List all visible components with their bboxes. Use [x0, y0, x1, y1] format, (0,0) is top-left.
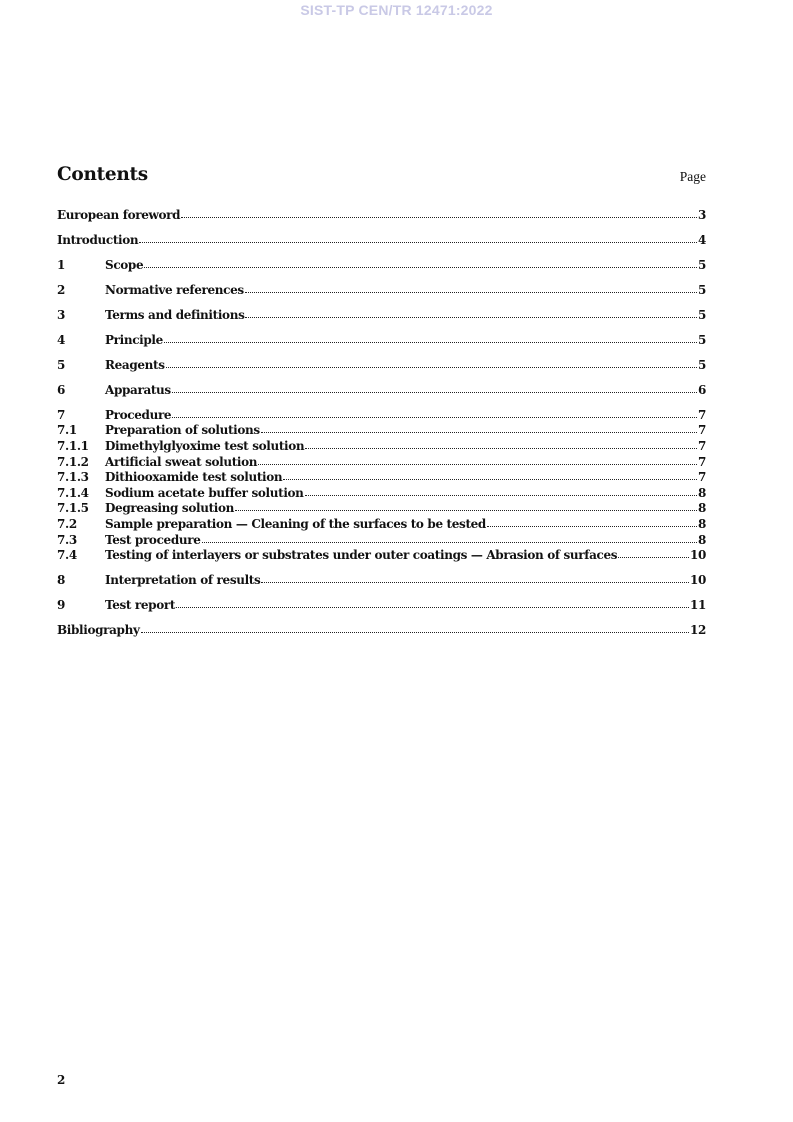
- toc-entry-number: 7.1.1: [57, 439, 89, 454]
- toc-entry-title[interactable]: Terms and definitions: [105, 307, 245, 322]
- toc-dot-leader: [258, 463, 697, 465]
- toc-entry-title[interactable]: Artificial sweat solution: [105, 454, 258, 469]
- toc-dot-leader: [144, 266, 697, 268]
- toc-dot-leader: [172, 416, 697, 418]
- table-of-contents: [57, 208, 706, 639]
- toc-dot-leader: [166, 366, 697, 368]
- toc-entry-title[interactable]: Procedure: [105, 407, 172, 422]
- toc-entry-title[interactable]: Introduction: [57, 232, 139, 247]
- toc-entry-page: 11: [690, 598, 706, 613]
- toc-entry-number: 2: [57, 282, 65, 297]
- toc-dot-leader: [261, 431, 697, 433]
- toc-entry-page: 12: [690, 623, 706, 638]
- toc-entry-page: 3: [698, 208, 706, 222]
- toc-entry[interactable]: [57, 408, 706, 424]
- toc-entry-title[interactable]: Interpretation of results: [105, 573, 261, 588]
- toc-entry-page: 7: [698, 439, 706, 454]
- toc-dot-leader: [283, 478, 697, 480]
- toc-entry[interactable]: [57, 358, 706, 374]
- toc-entry-title[interactable]: Dithiooxamide test solution: [105, 470, 283, 485]
- toc-dot-leader: [618, 556, 689, 558]
- toc-entry[interactable]: [57, 623, 706, 639]
- toc-entry[interactable]: [57, 439, 706, 455]
- toc-entry-page: 5: [698, 282, 706, 297]
- toc-dot-leader: [172, 391, 697, 393]
- toc-entry-number: 8: [57, 573, 65, 588]
- toc-entry-title[interactable]: Sodium acetate buffer solution: [105, 485, 304, 500]
- toc-entry[interactable]: [57, 333, 706, 349]
- toc-dot-leader: [141, 631, 689, 633]
- toc-entry[interactable]: [57, 548, 706, 564]
- toc-entry-title[interactable]: Test procedure: [105, 532, 201, 547]
- toc-dot-leader: [235, 509, 697, 511]
- toc-entry-title[interactable]: Testing of interlayers or substrates under outer coatings — Abrasion of surfaces: [105, 548, 618, 563]
- toc-entry-number: 7.2: [57, 517, 77, 532]
- toc-entry-number: 7.3: [57, 532, 77, 547]
- toc-entry-number: 7.4: [57, 548, 77, 563]
- page-number: 2: [57, 1073, 66, 1087]
- toc-entry-number: 7.1: [57, 423, 77, 438]
- toc-entry-number: 7.1.2: [57, 454, 89, 469]
- toc-entry[interactable]: [57, 208, 706, 224]
- toc-entry-title[interactable]: Dimethylglyoxime test solution: [105, 439, 305, 454]
- toc-entry[interactable]: [57, 486, 706, 502]
- toc-entry-title[interactable]: Sample preparation — Cleaning of the surfaces to be tested: [105, 517, 486, 532]
- toc-entry-page: 5: [698, 332, 706, 347]
- toc-entry[interactable]: [57, 233, 706, 249]
- toc-dot-leader: [261, 581, 689, 583]
- toc-entry-title[interactable]: Apparatus: [105, 382, 171, 397]
- toc-entry[interactable]: [57, 598, 706, 614]
- toc-entry[interactable]: [57, 501, 706, 517]
- toc-entry[interactable]: [57, 470, 706, 486]
- toc-entry-number: 3: [57, 307, 65, 322]
- toc-entry-page: 7: [698, 407, 706, 422]
- toc-entry-title[interactable]: Test report: [105, 598, 176, 613]
- toc-entry-page: 5: [698, 357, 706, 372]
- toc-entry-title[interactable]: Degreasing solution: [105, 501, 234, 516]
- toc-dot-leader: [487, 525, 697, 527]
- toc-entry-page: 8: [698, 517, 706, 532]
- toc-dot-leader: [176, 606, 689, 608]
- toc-entry-page: 7: [698, 423, 706, 438]
- toc-entry[interactable]: [57, 308, 706, 324]
- toc-entry[interactable]: [57, 517, 706, 533]
- toc-dot-leader: [305, 447, 697, 449]
- toc-entry-title[interactable]: European foreword: [57, 208, 181, 222]
- toc-entry-title[interactable]: Principle: [105, 332, 163, 347]
- page-column-label: Page: [679, 169, 706, 184]
- toc-entry-page: 7: [698, 454, 706, 469]
- toc-entry-number: 7: [57, 407, 65, 422]
- toc-entry-number: 1: [57, 257, 65, 272]
- toc-entry-page: 4: [698, 232, 706, 247]
- toc-entry[interactable]: [57, 383, 706, 399]
- toc-entry[interactable]: [57, 283, 706, 299]
- document-watermark: SIST-TP CEN/TR 12471:2022: [300, 2, 493, 18]
- toc-entry-title[interactable]: Normative references: [105, 282, 244, 297]
- toc-dot-leader: [181, 216, 697, 218]
- contents-title: Contents: [57, 164, 148, 185]
- toc-entry-number: 7.1.4: [57, 485, 89, 500]
- toc-entry-number: 6: [57, 382, 65, 397]
- toc-entry[interactable]: [57, 573, 706, 589]
- toc-entry[interactable]: [57, 533, 706, 549]
- toc-dot-leader: [305, 494, 697, 496]
- toc-dot-leader: [202, 541, 698, 543]
- toc-entry-title[interactable]: Scope: [105, 257, 144, 272]
- toc-dot-leader: [139, 241, 697, 243]
- toc-entry-title[interactable]: Bibliography: [57, 623, 140, 638]
- toc-entry-title[interactable]: Reagents: [105, 357, 165, 372]
- toc-dot-leader: [164, 341, 697, 343]
- toc-entry-page: 8: [698, 485, 706, 500]
- toc-entry-page: 6: [698, 382, 706, 397]
- toc-entry-number: 7.1.3: [57, 470, 89, 485]
- toc-entry[interactable]: [57, 455, 706, 471]
- toc-dot-leader: [245, 291, 697, 293]
- toc-entry-page: 7: [698, 470, 706, 485]
- toc-entry-number: 5: [57, 357, 65, 372]
- toc-entry-page: 8: [698, 501, 706, 516]
- toc-entry[interactable]: [57, 423, 706, 439]
- toc-entry-number: 7.1.5: [57, 501, 89, 516]
- toc-entry-page: 8: [698, 532, 706, 547]
- toc-entry-page: 5: [698, 257, 706, 272]
- toc-entry-number: 4: [57, 332, 65, 347]
- toc-entry-page: 10: [690, 573, 706, 588]
- toc-entry-page: 5: [698, 307, 706, 322]
- toc-entry-title[interactable]: Preparation of solutions: [105, 423, 260, 438]
- toc-entry-page: 10: [690, 548, 706, 563]
- toc-entry-number: 9: [57, 598, 65, 613]
- toc-entry[interactable]: [57, 258, 706, 274]
- toc-dot-leader: [245, 316, 697, 318]
- contents-heading: [57, 164, 706, 188]
